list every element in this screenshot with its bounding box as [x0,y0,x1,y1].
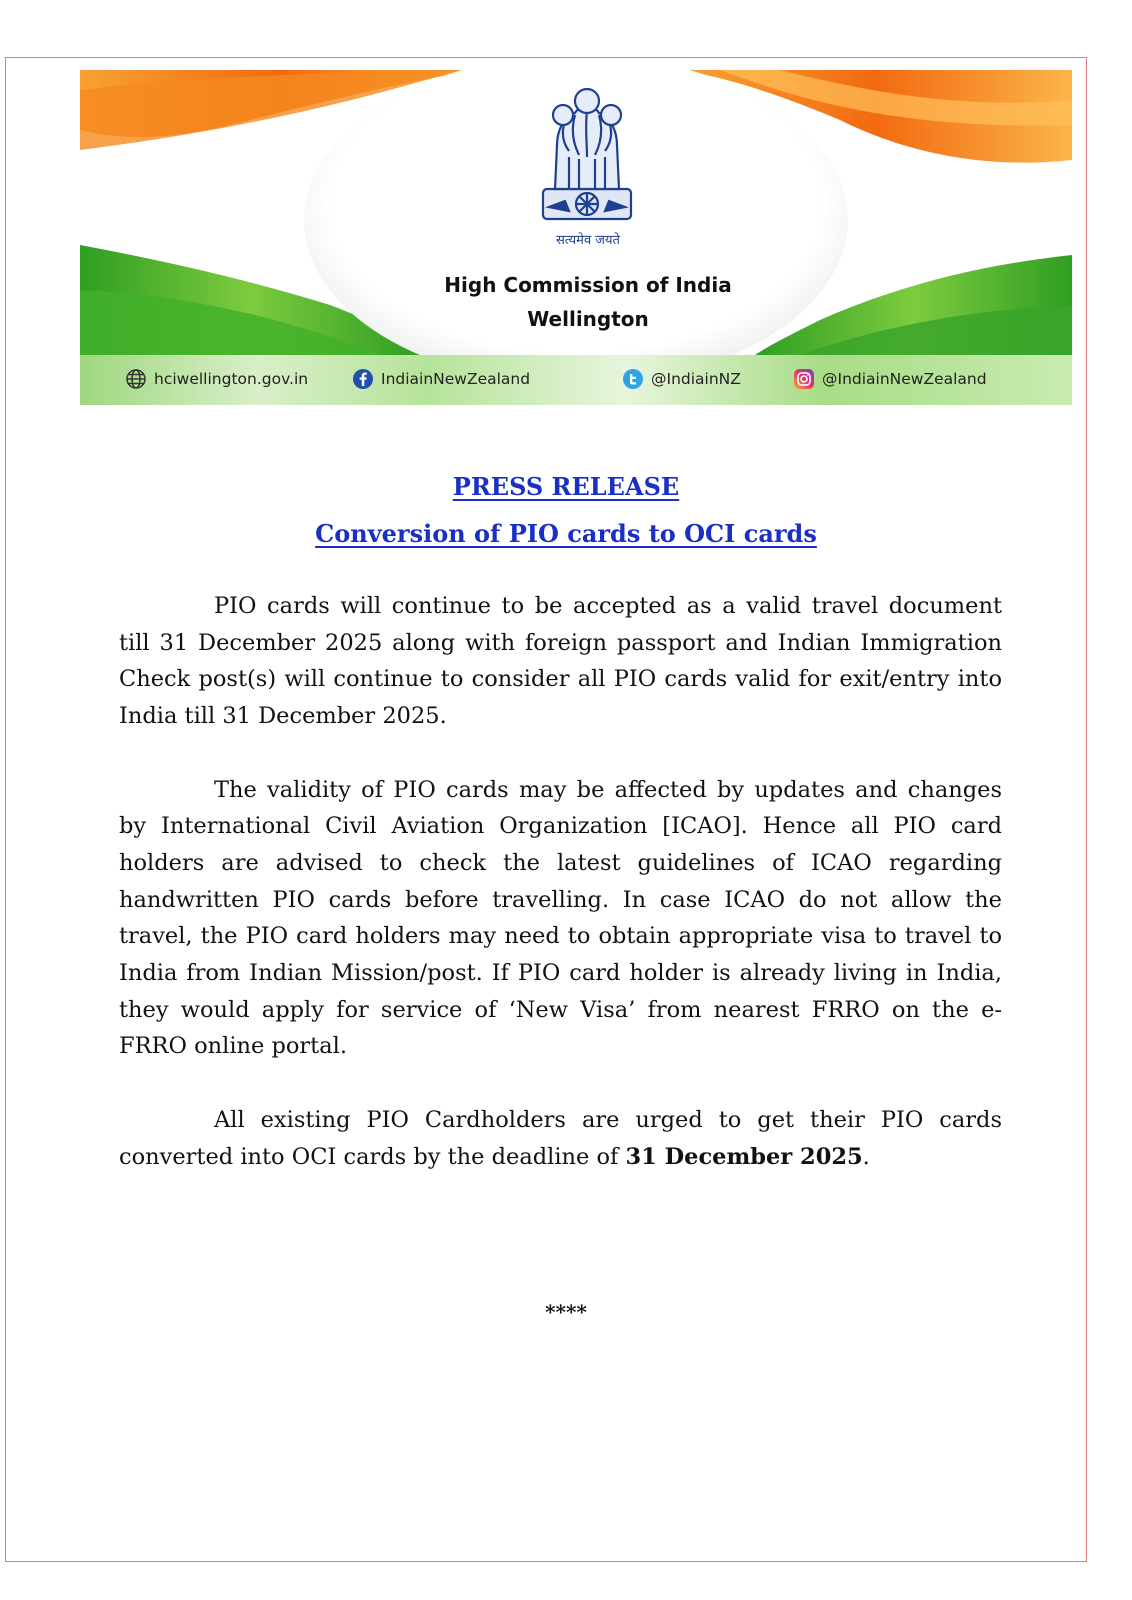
press-release-heading: PRESS RELEASE [452,472,680,501]
body-paragraph-1: PIO cards will continue to be accepted as a valid travel document till 31 December 2025 along with foreign passport and Indian Immigration Check post(s) will continue to consider all PIO cards valid for exit/entry into India till 31 December 2025. [119,593,1002,730]
national-emblem-icon [535,85,639,225]
website-url[interactable]: hciwellington.gov.in [154,370,309,388]
paragraph-3-end: . [862,1143,870,1170]
organization-name [380,268,796,336]
instagram-icon [793,368,815,390]
press-release-body [119,588,1002,1212]
instagram-handle[interactable]: @IndiainNewZealand [822,370,987,388]
end-of-release-mark: **** [545,1300,587,1324]
letterhead-banner [80,70,1072,405]
globe-icon [125,368,147,390]
deadline-date: 31 December 2025 [625,1143,863,1170]
facebook-contact[interactable] [352,368,530,390]
twitter-contact[interactable] [622,368,741,390]
twitter-icon [622,368,644,390]
organization-name-line1: High Commission of India [444,273,732,297]
body-paragraph-2: The validity of PIO cards may be affected by updates and changes by International Civil Aviation Organization [ICAO]. Hence all PIO card holders are advised to check the latest guidelines of ICAO regarding handwritten PIO cards before travelling. In case ICAO do not allow the travel, the PIO card holders may need to obtain appropriate visa to travel to India from Indian Mission/post. If PIO card holder is already living in India, they would apply for service of ‘New Visa’ from nearest FRRO on the e-FRRO online portal. [119,776,1002,1060]
instagram-contact[interactable] [793,368,987,390]
body-paragraph-3 [119,1102,1002,1175]
emblem-motto: सत्यमेव जयते [556,233,620,248]
facebook-icon [352,368,374,390]
organization-name-line2: Wellington [527,307,649,331]
facebook-handle[interactable]: IndiainNewZealand [381,370,531,388]
paragraph-3-text: All existing PIO Cardholders are urged to get their PIO cards converted into OCI cards by the deadline of [119,1106,1002,1170]
twitter-handle[interactable]: @IndiainNZ [651,370,741,388]
website-contact[interactable] [125,368,308,390]
contact-strip [80,355,1072,405]
press-release-subject: Conversion of PIO cards to OCI cards [315,519,817,548]
